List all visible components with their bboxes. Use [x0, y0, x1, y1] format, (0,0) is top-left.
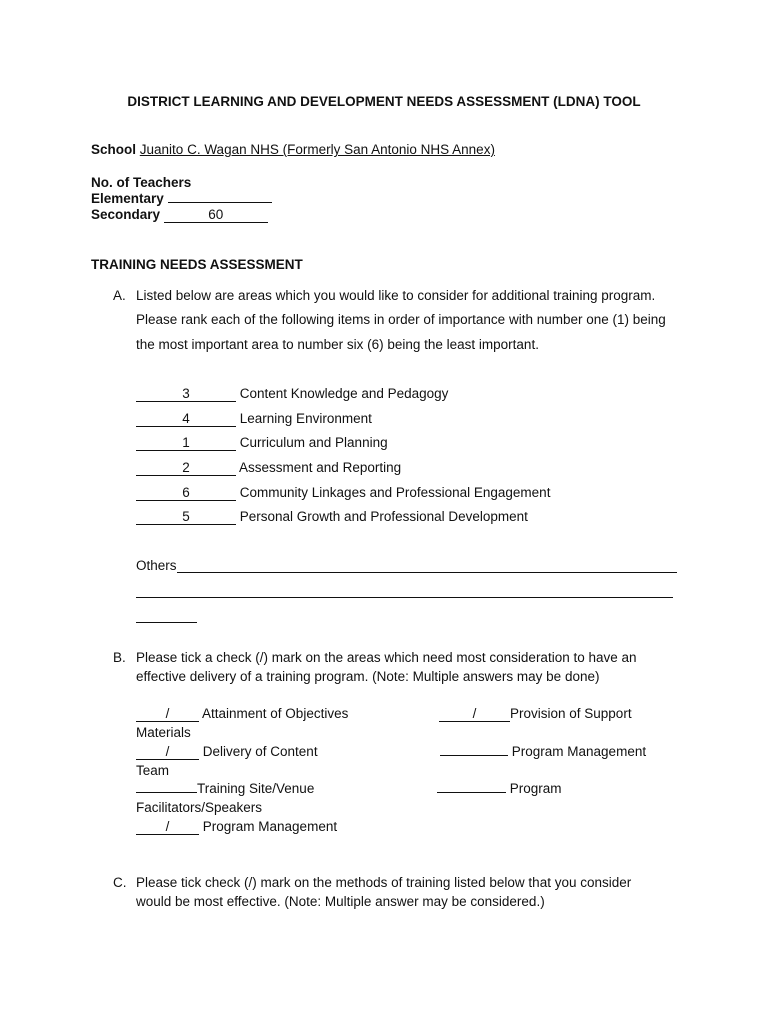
check-item-wrap: Facilitators/Speakers [136, 800, 263, 815]
section-title: TRAINING NEEDS ASSESSMENT [91, 257, 303, 272]
others-line [177, 572, 677, 573]
check-mark: / [439, 707, 510, 722]
question-b-marker: B. [113, 650, 126, 665]
check-item [439, 706, 632, 722]
check-item-label: Training Site/Venue [197, 781, 315, 796]
check-mark [437, 792, 506, 793]
others-label: Others [136, 558, 177, 573]
secondary-label: Secondary [91, 207, 161, 222]
check-mark: / [136, 745, 199, 760]
rank-item [136, 435, 388, 451]
rank-item [136, 411, 372, 427]
rank-item [136, 386, 448, 402]
check-mark [440, 755, 508, 756]
rank-item-label: Assessment and Reporting [239, 460, 402, 475]
question-a-line: Please rank each of the following items in order of importance with number one (1) being [136, 312, 666, 327]
teachers-heading: No. of Teachers [91, 175, 192, 190]
check-item-label: Provision of Support [510, 706, 632, 721]
rank-value: 3 [136, 387, 236, 402]
school-label: School [91, 142, 137, 157]
check-item [136, 744, 318, 760]
secondary-value: 60 [164, 208, 268, 223]
check-item [136, 706, 348, 722]
question-a-line: Listed below are areas which you would like to consider for additional training program. [136, 288, 656, 303]
rank-value: 6 [136, 486, 236, 501]
rank-value: 5 [136, 510, 236, 525]
school-name: Juanito C. Wagan NHS (Formerly San Antonio NHS Annex) [139, 142, 495, 157]
question-a-line: the most important area to number six (6) being the least important. [136, 337, 539, 352]
school-row [91, 142, 495, 158]
rank-value: 1 [136, 436, 236, 451]
rank-item-label: Learning Environment [239, 411, 372, 426]
check-mark: / [136, 707, 199, 722]
check-item [136, 819, 337, 835]
rank-item [136, 460, 401, 476]
question-a-marker: A. [113, 288, 126, 303]
others-line [136, 597, 673, 598]
question-b-line: Please tick a check (/) mark on the areas which need most consideration to have an [136, 650, 637, 665]
question-c-line: Please tick check (/) mark on the methods of training listed below that you consider [136, 875, 632, 890]
check-item-label: Delivery of Content [202, 744, 318, 759]
check-item-label: Attainment of Objectives [202, 706, 349, 721]
rank-value: 2 [136, 461, 236, 476]
rank-item-label: Content Knowledge and Pedagogy [239, 386, 449, 401]
check-item-label: Program Management [202, 819, 338, 834]
secondary-row [91, 207, 268, 223]
check-item [437, 781, 562, 797]
rank-item [136, 485, 550, 501]
check-mark [136, 792, 197, 793]
document-title: DISTRICT LEARNING AND DEVELOPMENT NEEDS ASSESSMENT (LDNA) TOOL [127, 94, 641, 109]
check-item-label: Program Management [511, 744, 647, 759]
check-item-label: Program [509, 781, 562, 796]
elementary-label: Elementary [91, 191, 164, 206]
rank-item-label: Curriculum and Planning [239, 435, 388, 450]
rank-item-label: Community Linkages and Professional Engagement [239, 485, 551, 500]
question-c-marker: C. [113, 875, 127, 890]
check-item-wrap: Materials [136, 725, 191, 740]
others-line [136, 622, 197, 623]
question-b-line: effective delivery of a training program. (Note: Multiple answers may be done) [136, 669, 600, 684]
check-item [440, 744, 646, 760]
check-item-wrap: Team [136, 763, 170, 778]
elementary-row [91, 191, 272, 207]
rank-item [136, 509, 528, 525]
question-c-line: would be most effective. (Note: Multiple answer may be considered.) [136, 894, 545, 909]
rank-item-label: Personal Growth and Professional Development [239, 509, 528, 524]
check-mark: / [136, 820, 199, 835]
check-item [136, 781, 314, 797]
rank-value: 4 [136, 412, 236, 427]
elementary-value [168, 202, 272, 203]
